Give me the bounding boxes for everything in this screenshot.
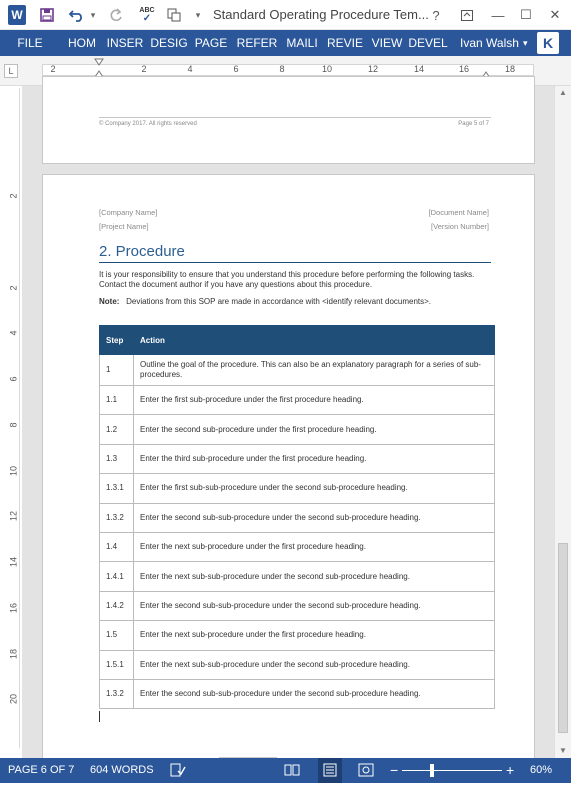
vertical-scrollbar[interactable] — [554, 86, 571, 758]
table-row[interactable] — [100, 444, 495, 473]
word-count[interactable]: 604 WORDS — [90, 764, 154, 776]
tab-view[interactable]: VIEW — [371, 36, 403, 50]
note-text: Deviations from this SOP are made in accordance with <identify relevant documents>. — [126, 297, 432, 306]
step-cell[interactable]: 1.4.2 — [100, 591, 134, 620]
action-cell[interactable]: Enter the second sub-procedure under the first procedure heading. — [134, 415, 495, 444]
help-button[interactable]: ? — [432, 7, 440, 23]
header-company-name[interactable]: [Company Name] — [99, 208, 158, 217]
read-mode-icon[interactable] — [284, 758, 300, 783]
table-row[interactable] — [100, 591, 495, 620]
title-bar — [0, 0, 571, 30]
document-title: Standard Operating Procedure Tem... — [213, 7, 429, 22]
tab-review[interactable]: REVIE — [326, 36, 363, 50]
footer-divider — [99, 117, 491, 118]
action-cell[interactable]: Enter the next sub-sub-procedure under the second sub-procedure heading. — [134, 562, 495, 591]
column-header-step[interactable]: Step — [100, 326, 134, 355]
scroll-up-icon[interactable]: ▲ — [559, 88, 567, 97]
ruler-number: 2 — [141, 64, 147, 74]
tab-selector-button[interactable]: L — [4, 64, 18, 78]
customize-qat-icon[interactable]: ▾ — [195, 9, 201, 20]
action-cell[interactable]: Enter the first sub-sub-procedure under the second sub-procedure heading. — [134, 474, 495, 503]
action-cell[interactable]: Enter the second sub-sub-procedure under the second sub-procedure heading. — [134, 591, 495, 620]
status-bar — [0, 758, 571, 783]
step-cell[interactable]: 1.5 — [100, 621, 134, 650]
section-heading[interactable]: 2. Procedure — [99, 243, 185, 260]
action-cell[interactable]: Enter the third sub-procedure under the first procedure heading. — [134, 444, 495, 473]
ruler-number: 2 — [8, 193, 19, 199]
ruler-number: 12 — [367, 64, 379, 74]
table-row[interactable] — [100, 679, 495, 708]
table-row[interactable] — [100, 355, 495, 386]
zoom-slider[interactable] — [402, 770, 502, 771]
proofing-icon[interactable] — [170, 758, 186, 783]
tab-design[interactable]: DESIG — [150, 36, 188, 50]
step-cell[interactable]: 1.3 — [100, 444, 134, 473]
spelling-icon[interactable] — [136, 5, 158, 25]
table-row[interactable] — [100, 503, 495, 532]
tab-page-layout[interactable]: PAGE — [194, 36, 228, 50]
print-layout-icon[interactable] — [318, 758, 342, 783]
horizontal-ruler[interactable] — [42, 64, 534, 76]
step-cell[interactable]: 1.3.2 — [100, 503, 134, 532]
table-row[interactable] — [100, 562, 495, 591]
check-icon: ✓ — [142, 13, 152, 24]
tab-developer[interactable]: DEVEL — [408, 36, 448, 50]
user-avatar[interactable]: K — [537, 32, 559, 54]
action-cell[interactable]: Enter the second sub-sub-procedure under the second sub-procedure heading. — [134, 503, 495, 532]
ruler-number: 16 — [458, 64, 470, 74]
spelling-label: ABC — [139, 7, 155, 14]
undo-icon[interactable] — [66, 5, 88, 25]
ruler-number: 4 — [187, 64, 193, 74]
ruler-number: 8 — [8, 422, 19, 428]
word-app-icon[interactable]: W — [8, 5, 26, 25]
ribbon-tabs — [0, 30, 571, 56]
step-cell[interactable]: 1.3.1 — [100, 474, 134, 503]
ruler-number: 6 — [8, 376, 19, 382]
intro-paragraph[interactable]: It is your responsibility to ensure that you understand this procedure before performing the following tasks. Contact the document author if you have any questions about this procedure. — [99, 270, 475, 289]
save-icon[interactable] — [36, 5, 58, 25]
action-cell[interactable]: Outline the goal of the procedure. This can also be an explanatory paragraph for a series of sub-procedures. — [134, 355, 495, 386]
user-menu-caret-icon[interactable]: ▾ — [523, 38, 528, 48]
step-cell[interactable]: 1.4.1 — [100, 562, 134, 591]
zoom-in-button[interactable]: + — [506, 762, 515, 778]
action-cell[interactable]: Enter the next sub-procedure under the first procedure heading. — [134, 621, 495, 650]
ruler-number: 12 — [8, 511, 19, 522]
page-6[interactable] — [42, 174, 535, 774]
page-count[interactable]: PAGE 6 OF 7 — [8, 764, 75, 776]
scrollbar-thumb[interactable] — [558, 543, 568, 733]
tab-insert[interactable]: INSER — [106, 36, 144, 50]
step-cell[interactable]: 1 — [100, 355, 134, 386]
step-cell[interactable]: 1.4 — [100, 532, 134, 561]
table-row[interactable] — [100, 474, 495, 503]
tab-mailings[interactable]: MAILI — [286, 36, 318, 50]
ruler-number: 10 — [321, 64, 333, 74]
header-version-number[interactable]: [Version Number] — [431, 222, 489, 231]
heading-underline — [99, 262, 491, 263]
header-document-name[interactable]: [Document Name] — [428, 208, 489, 217]
step-cell[interactable]: 1.2 — [100, 415, 134, 444]
web-layout-icon[interactable] — [358, 758, 374, 783]
maximize-button[interactable]: ☐ — [520, 7, 532, 22]
ruler-number: 10 — [8, 466, 19, 477]
redo-icon[interactable] — [106, 5, 126, 25]
zoom-level[interactable]: 60% — [530, 764, 553, 776]
tab-references[interactable]: REFER — [236, 36, 278, 50]
zoom-slider-thumb[interactable] — [430, 764, 434, 777]
table-header-row — [100, 326, 495, 355]
page-5[interactable] — [42, 76, 535, 164]
ruler-number: 18 — [8, 649, 19, 660]
ruler-number: 20 — [8, 694, 19, 705]
ruler-number: 8 — [279, 64, 285, 74]
ruler-number: 6 — [233, 64, 239, 74]
action-cell[interactable]: Enter the next sub-sub-procedure under the second sub-procedure heading. — [134, 650, 495, 679]
note-paragraph[interactable] — [99, 297, 431, 306]
table-row[interactable] — [100, 621, 495, 650]
column-header-action[interactable]: Action — [134, 326, 495, 355]
ruler-number: 2 — [8, 285, 19, 291]
document-canvas[interactable] — [22, 86, 554, 758]
action-cell[interactable]: Enter the second sub-sub-procedure under the second sub-procedure heading. — [134, 679, 495, 708]
tab-home[interactable]: HOM — [68, 36, 96, 50]
tab-file[interactable]: FILE — [0, 30, 60, 56]
close-button[interactable]: ✕ — [549, 7, 561, 22]
footer-copyright: © Company 2017. All rights reserved — [99, 121, 197, 127]
procedure-table[interactable] — [99, 325, 495, 709]
ruler-number: 18 — [504, 64, 516, 74]
user-name[interactable]: Ivan Walsh — [460, 36, 519, 50]
ruler-number: 14 — [413, 64, 425, 74]
format-painter-icon[interactable] — [164, 5, 184, 25]
text-cursor — [99, 711, 100, 722]
note-label: Note: — [99, 297, 120, 306]
table-row[interactable] — [100, 386, 495, 415]
step-cell[interactable]: 1.5.1 — [100, 650, 134, 679]
ruler-number: 4 — [8, 330, 19, 336]
footer-page-number: Page 5 of 7 — [458, 121, 489, 127]
table-row[interactable] — [100, 532, 495, 561]
ruler-number: 14 — [8, 557, 19, 568]
ribbon-display-options-icon[interactable] — [455, 4, 479, 26]
scroll-down-icon[interactable]: ▼ — [559, 746, 567, 755]
header-project-name[interactable]: [Project Name] — [99, 222, 149, 231]
undo-dropdown-icon[interactable]: ▾ — [90, 9, 96, 20]
action-cell[interactable]: Enter the next sub-procedure under the first procedure heading. — [134, 532, 495, 561]
step-cell[interactable]: 1.1 — [100, 386, 134, 415]
ruler-number: 16 — [8, 603, 19, 614]
table-row[interactable] — [100, 415, 495, 444]
minimize-button[interactable]: — — [491, 7, 505, 23]
vertical-ruler[interactable] — [7, 88, 20, 748]
table-row[interactable] — [100, 650, 495, 679]
zoom-out-button[interactable]: − — [390, 762, 399, 778]
action-cell[interactable]: Enter the first sub-procedure under the first procedure heading. — [134, 386, 495, 415]
ruler-number: 2 — [50, 64, 56, 74]
step-cell[interactable]: 1.3.2 — [100, 679, 134, 708]
